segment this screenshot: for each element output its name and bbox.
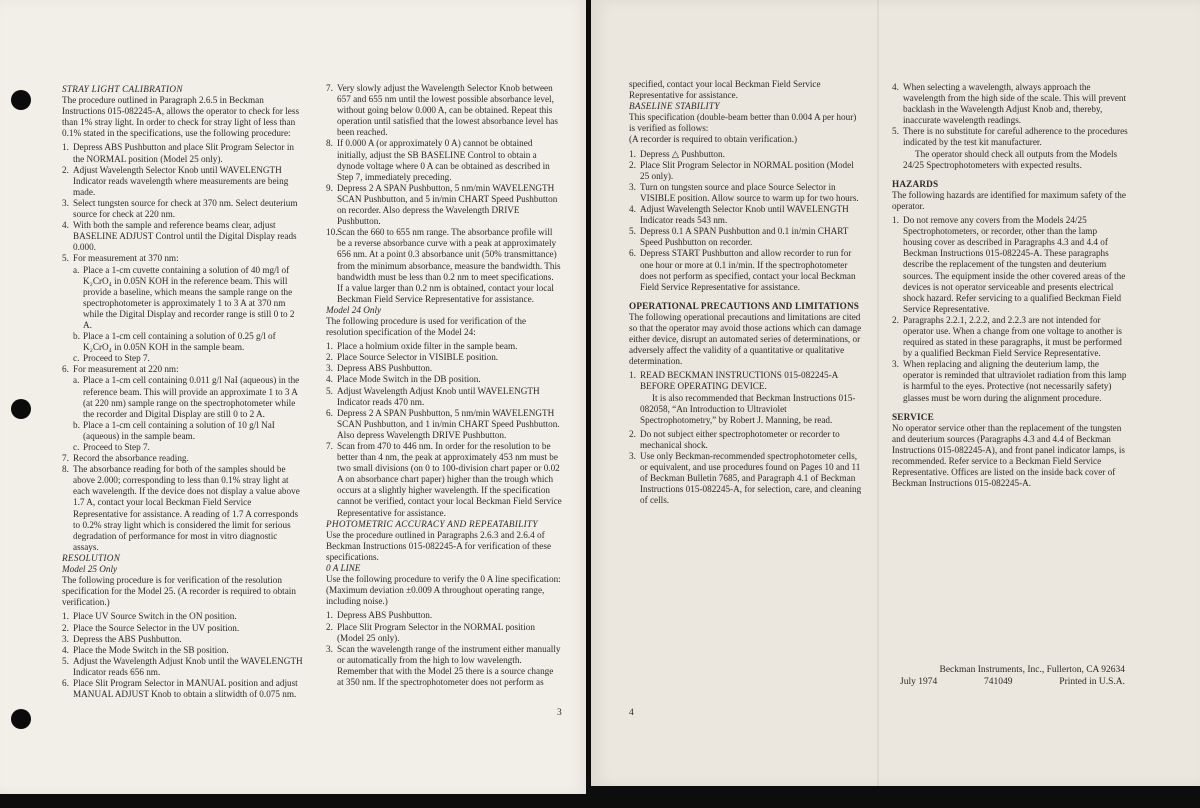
item-number: 1.: [629, 370, 636, 381]
item-text: Adjust Wavelength Selector Knob until WAVELENGTH Indicator reads 543 nm.: [640, 204, 849, 226]
paragraph: (A recorder is required to obtain verification.): [629, 134, 798, 145]
sub-item-letter: b.: [73, 419, 80, 430]
item-number: 5.: [629, 226, 636, 237]
item-text: Depress △ Pushbutton.: [640, 148, 725, 159]
item-number: 2.: [62, 164, 69, 175]
right-page: [591, 0, 1200, 786]
list-item: [326, 83, 562, 138]
sub-item-letter: b.: [73, 331, 80, 342]
list-item: [629, 204, 863, 226]
item-number: 7.: [62, 453, 69, 464]
list-item: [62, 220, 305, 253]
item-text: Place Slit Program Selector in NORMAL position (Model 25 only).: [640, 159, 854, 181]
sub-list-item: [73, 375, 305, 419]
paragraph: Use the following procedure to verify the 0 A line specification:: [326, 574, 561, 585]
item-text: Adjust Wavelength Adjust Knob until WAVELENGTH Indicator reads 470 nm.: [337, 385, 540, 407]
document-code: 741049: [984, 677, 1013, 687]
list-item: [629, 370, 863, 392]
paragraph: The procedure outlined in Paragraph 2.6.5 in Beckman Instructions 015-082245-A, allows the operator to check for less than 1% stray light. In order to check for stray light of less than 0.1% stated in the specifications, use the following procedure:: [62, 95, 300, 139]
item-text: Depress START Pushbutton and allow recorder to run for one hour or more at 0.1 in/min. If the spectrophotometer does not perform as specified, contact your local Beckman Field Service Representative for assistance.: [640, 248, 856, 292]
numbered-list: [629, 149, 863, 293]
item-text: Place Slit Program Selector in MANUAL position and adjust MANUAL ADJUST Knob to obtain a slitwidth of 0.075 nm.: [73, 677, 298, 700]
item-text: Place the Mode Switch in the SB position.: [73, 644, 229, 655]
item-number: 3.: [326, 643, 333, 654]
item-text: Depress ABS Pushbutton and place Slit Program Selector in the NORMAL position (Model 25 only).: [73, 142, 294, 164]
item-text: Adjust Wavelength Selector Knob until WAVELENGTH Indicator reads wavelength where measurements are being made.: [73, 164, 289, 197]
list-item: [62, 645, 305, 656]
sub-list-item: [73, 353, 305, 364]
paragraph: This specification (double-beam better than 0.004 A per hour) is verified as follows:: [629, 112, 857, 134]
list-item: [326, 138, 562, 182]
item-number: 3.: [629, 181, 636, 192]
item-number: 5.: [326, 385, 333, 396]
item-number: 4.: [62, 644, 69, 655]
paragraph: It is also recommended that Beckman Instructions 015-082058, “An Introduction to Ultraviolet Spectrophotometry,” by Robert J. Manning, be read.: [640, 392, 856, 425]
item-number: 2.: [326, 621, 333, 632]
item-text: Select tungsten source for check at 370 nm. Select deuterium source for check at 220 nm.: [73, 197, 298, 220]
numbered-list: [629, 370, 863, 392]
list-item: [326, 341, 562, 352]
item-text: Scan the 660 to 655 nm range. The absorbance profile will be a reverse absorbance curve with a peak at approximately 656 nm. At a point 0.3 absorbance unit (50% transmittance) from the minimum absorbance, measure the bandwidth. This bandwidth must be less than 0.2 nm to meet specifications. If a value larger than 0.2 nm is obtained, contact your local Beckman Field Service Representative for assistance.: [337, 227, 561, 304]
item-text: Very slowly adjust the Wavelength Selector Knob between 657 and 655 nm until the lowest possible absorbance level, without going below 0.000 A, can be obtained. Repeat this operation until satisfied that the lowest absorbance level has been reached.: [337, 83, 558, 138]
item-number: 1.: [62, 611, 69, 622]
item-number: 1.: [892, 215, 899, 226]
item-text: Use only Beckman-recommended spectrophotometer cells, or equivalent, and use procedures found on Pages 10 and 11 of Beckman Bulletin 7685, and Paragraph 4.1 of Beckman Instructions 015-082245-A, for selection, care, and cleaning of cells.: [640, 451, 862, 506]
numbered-list: [62, 611, 305, 700]
paragraph: specified, contact your local Beckman Field Service Representative for assistance.: [629, 79, 821, 101]
item-number: 6.: [62, 677, 69, 688]
sub-item-letter: a.: [73, 375, 80, 386]
item-text: Scan from 470 to 446 nm. In order for the resolution to be better than 4 nm, the peak at approximately 453 nm must be two small divisions (on 0 to 100-division chart paper or 0.02 A on absorbance chart paper) higher than the trough which occurs at a slightly higher wavelength. If the specification cannot be verified, contact your local Beckman Field Service Representative for assistance.: [337, 441, 562, 518]
sub-item-text: Place a 1-cm cell containing a solution of 0.25 g/l of K₂CrO₄ in 0.05N KOH in the sample beam.: [83, 331, 276, 353]
item-number: 1.: [62, 142, 69, 153]
sub-list-item: [73, 331, 305, 353]
sub-item-text: Proceed to Step 7.: [83, 442, 150, 452]
sub-list-item: [73, 265, 305, 332]
page-number: 4: [629, 708, 634, 718]
numbered-list: [62, 142, 305, 552]
item-number: 4.: [326, 374, 333, 385]
item-text: Place UV Source Switch in the ON position.: [73, 611, 237, 622]
paragraph: Use the procedure outlined in Paragraphs 2.6.3 and 2.6.4 of Beckman Instructions 015-082245-A for verification of these specifications.: [326, 529, 552, 562]
sub-item-text: Place a 1-cm cuvette containing a solution of 40 mg/l of K₂CrO₄ in 0.05N KOH in the reference beam. This will provide a baseline, which means the sample range on the spectrophotometer is approximately 1 to 3 A at 370 nm while the Digital Display and recorder range is still 0 to 2 A.: [83, 264, 295, 330]
numbered-list: [326, 610, 562, 688]
list-item: [629, 248, 863, 292]
list-item: [326, 386, 562, 408]
item-number: 7.: [326, 83, 333, 93]
list-item: [326, 610, 562, 621]
item-number: 1.: [326, 610, 333, 621]
list-item: [326, 183, 562, 227]
list-item: [629, 226, 863, 248]
company-address: Beckman Instruments, Inc., Fullerton, CA 92634: [939, 665, 1125, 675]
item-text: Place Slit Program Selector in the NORMAL position (Model 25 only).: [337, 621, 535, 643]
item-text: When selecting a wavelength, always approach the wavelength from the high side of the scale. This will prevent backlash in the Wavelength Adjust Knob and, thereby, inaccurate wavelength readings.: [903, 82, 1127, 126]
item-number: 2.: [326, 352, 333, 363]
list-item: [326, 227, 562, 305]
list-item: [892, 315, 1128, 359]
paragraph: (Maximum deviation ±0.009 A throughout operating range, including noise.): [326, 585, 545, 607]
item-number: 3.: [629, 451, 636, 461]
subheading: Model 25 Only: [62, 564, 118, 575]
list-item: [629, 149, 863, 160]
left-page-column-1: [62, 84, 305, 700]
section-heading: OPERATIONAL PRECAUTIONS AND LIMITATIONS: [629, 300, 860, 311]
list-item: [62, 198, 305, 220]
item-text: Depress ABS Pushbutton.: [337, 363, 433, 374]
subheading: 0 A LINE: [326, 563, 361, 574]
numbered-list: [629, 429, 863, 507]
item-number: 7.: [326, 441, 333, 451]
right-page-column-1: [629, 79, 863, 506]
list-item: [892, 126, 1128, 148]
item-text: Adjust the Wavelength Adjust Knob until the WAVELENGTH Indicator reads 656 nm.: [73, 655, 303, 677]
list-item: [62, 364, 305, 453]
item-text: Turn on tungsten source and place Source Selector in VISIBLE position. Allow source to warm up for two hours.: [640, 181, 859, 203]
item-number: 2.: [892, 314, 899, 325]
item-number: 3.: [62, 633, 69, 644]
binder-hole: [11, 709, 31, 729]
list-item: [892, 215, 1128, 315]
item-number: 5.: [62, 655, 69, 666]
item-text: Scan the wavelength range of the instrument either manually or automatically from the high to low wavelength. Remember that with the Model 25 there is a source change at 350 nm. If the spectrophotometer does not perform as: [337, 643, 561, 687]
item-number: 5.: [62, 253, 69, 264]
paragraph: The operator should check all outputs from the Models 24/25 Spectrophotometers with expected results.: [903, 148, 1118, 170]
item-text: Depress ABS Pushbutton.: [337, 610, 433, 621]
item-text: For measurement at 370 nm:: [73, 253, 179, 264]
item-number: 6.: [326, 407, 333, 418]
section-heading: RESOLUTION: [62, 552, 121, 563]
item-text: Paragraphs 2.2.1, 2.2.2, and 2.2.3 are not intended for operator use. When a change from one voltage to another is required as stated in these paragraphs, it must be performed by a qualified Beckman Field Service Representative.: [903, 314, 1122, 359]
list-item: [62, 453, 305, 464]
item-text: For measurement at 220 nm:: [73, 364, 179, 375]
item-text: Place a holmium oxide filter in the sample beam.: [337, 341, 518, 352]
item-number: 4.: [892, 82, 899, 92]
printed-in: Printed in U.S.A.: [1059, 677, 1125, 687]
list-item: [629, 160, 863, 182]
binder-hole: [11, 90, 31, 110]
section-heading: BASELINE STABILITY: [629, 101, 720, 112]
item-number: 1.: [326, 341, 333, 352]
list-item: [326, 408, 562, 441]
list-item: [892, 359, 1128, 403]
list-item: [62, 623, 305, 634]
page-number: 3: [557, 708, 562, 718]
item-text: Depress 2 A SPAN Pushbutton, 5 nm/min WAVELENGTH SCAN Pushbutton, and 1 in/min CHART Speed Pushbutton. Also depress Wavelength DRIVE Pushbutton.: [337, 407, 560, 440]
numbered-list: [326, 341, 562, 519]
list-item: [326, 644, 562, 688]
list-item: [326, 622, 562, 644]
left-page: [0, 0, 586, 794]
list-item: [62, 678, 305, 700]
item-number: 5.: [892, 126, 899, 137]
sub-item-text: Proceed to Step 7.: [83, 353, 150, 364]
list-item: [62, 142, 305, 164]
list-item: [326, 363, 562, 374]
list-item: [326, 352, 562, 363]
right-page-column-2: [892, 79, 1128, 489]
page-fold: [877, 0, 879, 786]
section-heading: HAZARDS: [892, 178, 939, 189]
list-item: [62, 611, 305, 622]
item-text: READ BECKMAN INSTRUCTIONS 015-082245-A BEFORE OPERATING DEVICE.: [640, 370, 838, 392]
item-text: Place Source Selector in VISIBLE position.: [337, 352, 499, 363]
left-page-column-2: [326, 80, 562, 688]
numbered-list: [326, 83, 562, 305]
item-number: 2.: [62, 622, 69, 633]
sub-list: [73, 375, 305, 453]
item-number: 9.: [326, 182, 333, 193]
paragraph: The following operational precautions and limitations are cited so that the operator may avoid those actions which can damage either device, disrupt an automated series of determinations, or adversely affect the validity of a quantitative or qualitative determination.: [629, 311, 862, 367]
sub-list: [73, 265, 305, 365]
item-text: Depress 2 A SPAN Pushbutton, 5 nm/min WAVELENGTH SCAN Pushbutton, and 5 in/min CHART Speed Pushbutton on recorder. Also depress the Wavelength DRIVE Pushbutton.: [337, 182, 558, 227]
item-text: When replacing and aligning the deuterium lamp, the operator is reminded that ultraviolet radiation from this lamp is harmful to the eyes. Protective (not necessarily safety) glasses must be worn during the alignment procedure.: [903, 359, 1127, 403]
paragraph: The following hazards are identified for maximum safety of the operator.: [892, 189, 1126, 211]
section-heading: PHOTOMETRIC ACCURACY AND REPEATABILITY: [326, 518, 538, 529]
sub-item-letter: a.: [73, 264, 80, 275]
sub-list-item: [73, 420, 305, 442]
item-text: Place the Source Selector in the UV position.: [73, 622, 240, 633]
list-item: [629, 429, 863, 451]
list-item: [62, 253, 305, 364]
numbered-list: [892, 215, 1128, 404]
section-heading: SERVICE: [892, 411, 934, 422]
paragraph: No operator service other than the replacement of the tungsten and deuterium sources (Paragraphs 4.3 and 4.4 of Beckman Instructions 015-082245-A), and front panel indicator lamps, is recommended. Refer service to a Beckman Field Service Representative. Offices are listed on the inside back cover of Beckman Instructions 015-082245-A.: [892, 422, 1125, 489]
list-item: [892, 82, 1128, 126]
item-text: Depress the ABS Pushbutton.: [73, 633, 182, 644]
item-number: 6.: [62, 364, 69, 375]
list-item: [62, 165, 305, 198]
list-item: [629, 451, 863, 506]
item-text: Depress 0.1 A SPAN Pushbutton and 0.1 in/min CHART Speed Pushbutton on recorder.: [640, 226, 849, 248]
print-date: July 1974: [900, 677, 938, 687]
sub-item-letter: c.: [73, 353, 80, 364]
list-item: [62, 656, 305, 678]
list-item: [326, 441, 562, 519]
item-number: 3.: [62, 197, 69, 208]
item-text: The absorbance reading for both of the samples should be above 2.000; corresponding to less than 0.1% stray light at each wavelength. If the device does not display a value above 1.7 A, contact your local Beckman Field Service Representative for assistance. A reading of 1.7 A corresponds to 0.2% stray light which is considered the limit for serious degradation of performance for most in vitro diagnostic assays.: [73, 464, 300, 552]
item-text: Do not subject either spectrophotometer or recorder to mechanical shock.: [640, 428, 840, 450]
item-text: With both the sample and reference beams clear, adjust BASELINE ADJUST Control until the Digital Display reads 0.000.: [73, 220, 297, 253]
list-item: [629, 182, 863, 204]
paragraph: The following procedure is used for verification of the resolution specification of the Model 24:: [326, 315, 527, 338]
paragraph: The following procedure is for verification of the resolution specification for the Model 25. (A recorder is required to obtain verification.): [62, 575, 296, 608]
item-text: Place Mode Switch in the DB position.: [337, 374, 481, 385]
item-text: There is no substitute for careful adherence to the procedures indicated by the test kit manufacturer.: [903, 126, 1128, 148]
item-number: 4.: [629, 204, 636, 215]
item-text: Do not remove any covers from the Models 24/25 Spectrophotometers, or recorder, other than the lamp housing cover as described in Paragraphs 4.3 and 4.4 of Beckman Instructions 015-082245-A. These paragraphs describe the replacement of the tungsten and deuterium sources. The equipment inside the other covered areas of the devices is not operator serviceable and presents electrical shock hazard. Refer servicing to a qualified Beckman Field Service Representative.: [903, 215, 1126, 314]
sub-list-item: [73, 442, 305, 453]
list-item: [62, 634, 305, 645]
sub-item-text: Place a 1-cm cell containing a solution of 10 g/l NaI (aqueous) in the sample beam.: [83, 419, 275, 441]
item-number: 2.: [629, 428, 636, 439]
subheading: Model 24 Only: [326, 304, 382, 315]
publisher-footer: [900, 664, 1125, 688]
sub-item-letter: c.: [73, 442, 80, 452]
item-number: 8.: [326, 138, 333, 149]
item-number: 8.: [62, 464, 69, 475]
item-number: 4.: [62, 220, 69, 231]
item-number: 2.: [629, 159, 636, 170]
binder-hole: [11, 399, 31, 419]
item-text: If 0.000 A (or approximately 0 A) cannot be obtained initially, adjust the SB BASELINE Control to obtain a dynode voltage where 0 A can be obtained as described in Step 7, immediately preceding.: [337, 138, 550, 182]
numbered-list: [892, 82, 1128, 149]
item-number: 3.: [326, 363, 333, 374]
item-number: 10.: [326, 227, 338, 238]
list-item: [326, 374, 562, 385]
item-number: 3.: [892, 359, 899, 370]
list-item: [62, 464, 305, 553]
footer-print-line: [900, 676, 1125, 688]
item-text: Record the absorbance reading.: [73, 453, 189, 464]
section-heading: STRAY LIGHT CALIBRATION: [62, 84, 183, 94]
item-number: 1.: [629, 148, 636, 159]
sub-item-text: Place a 1-cm cell containing 0.011 g/l NaI (aqueous) in the reference beam. This will provide an approximate 1 to 3 A (at 220 nm) sample range on the spectrophotometer while the recorder and Digital Display are still 0 to 2 A.: [83, 375, 300, 419]
item-number: 6.: [629, 248, 636, 259]
